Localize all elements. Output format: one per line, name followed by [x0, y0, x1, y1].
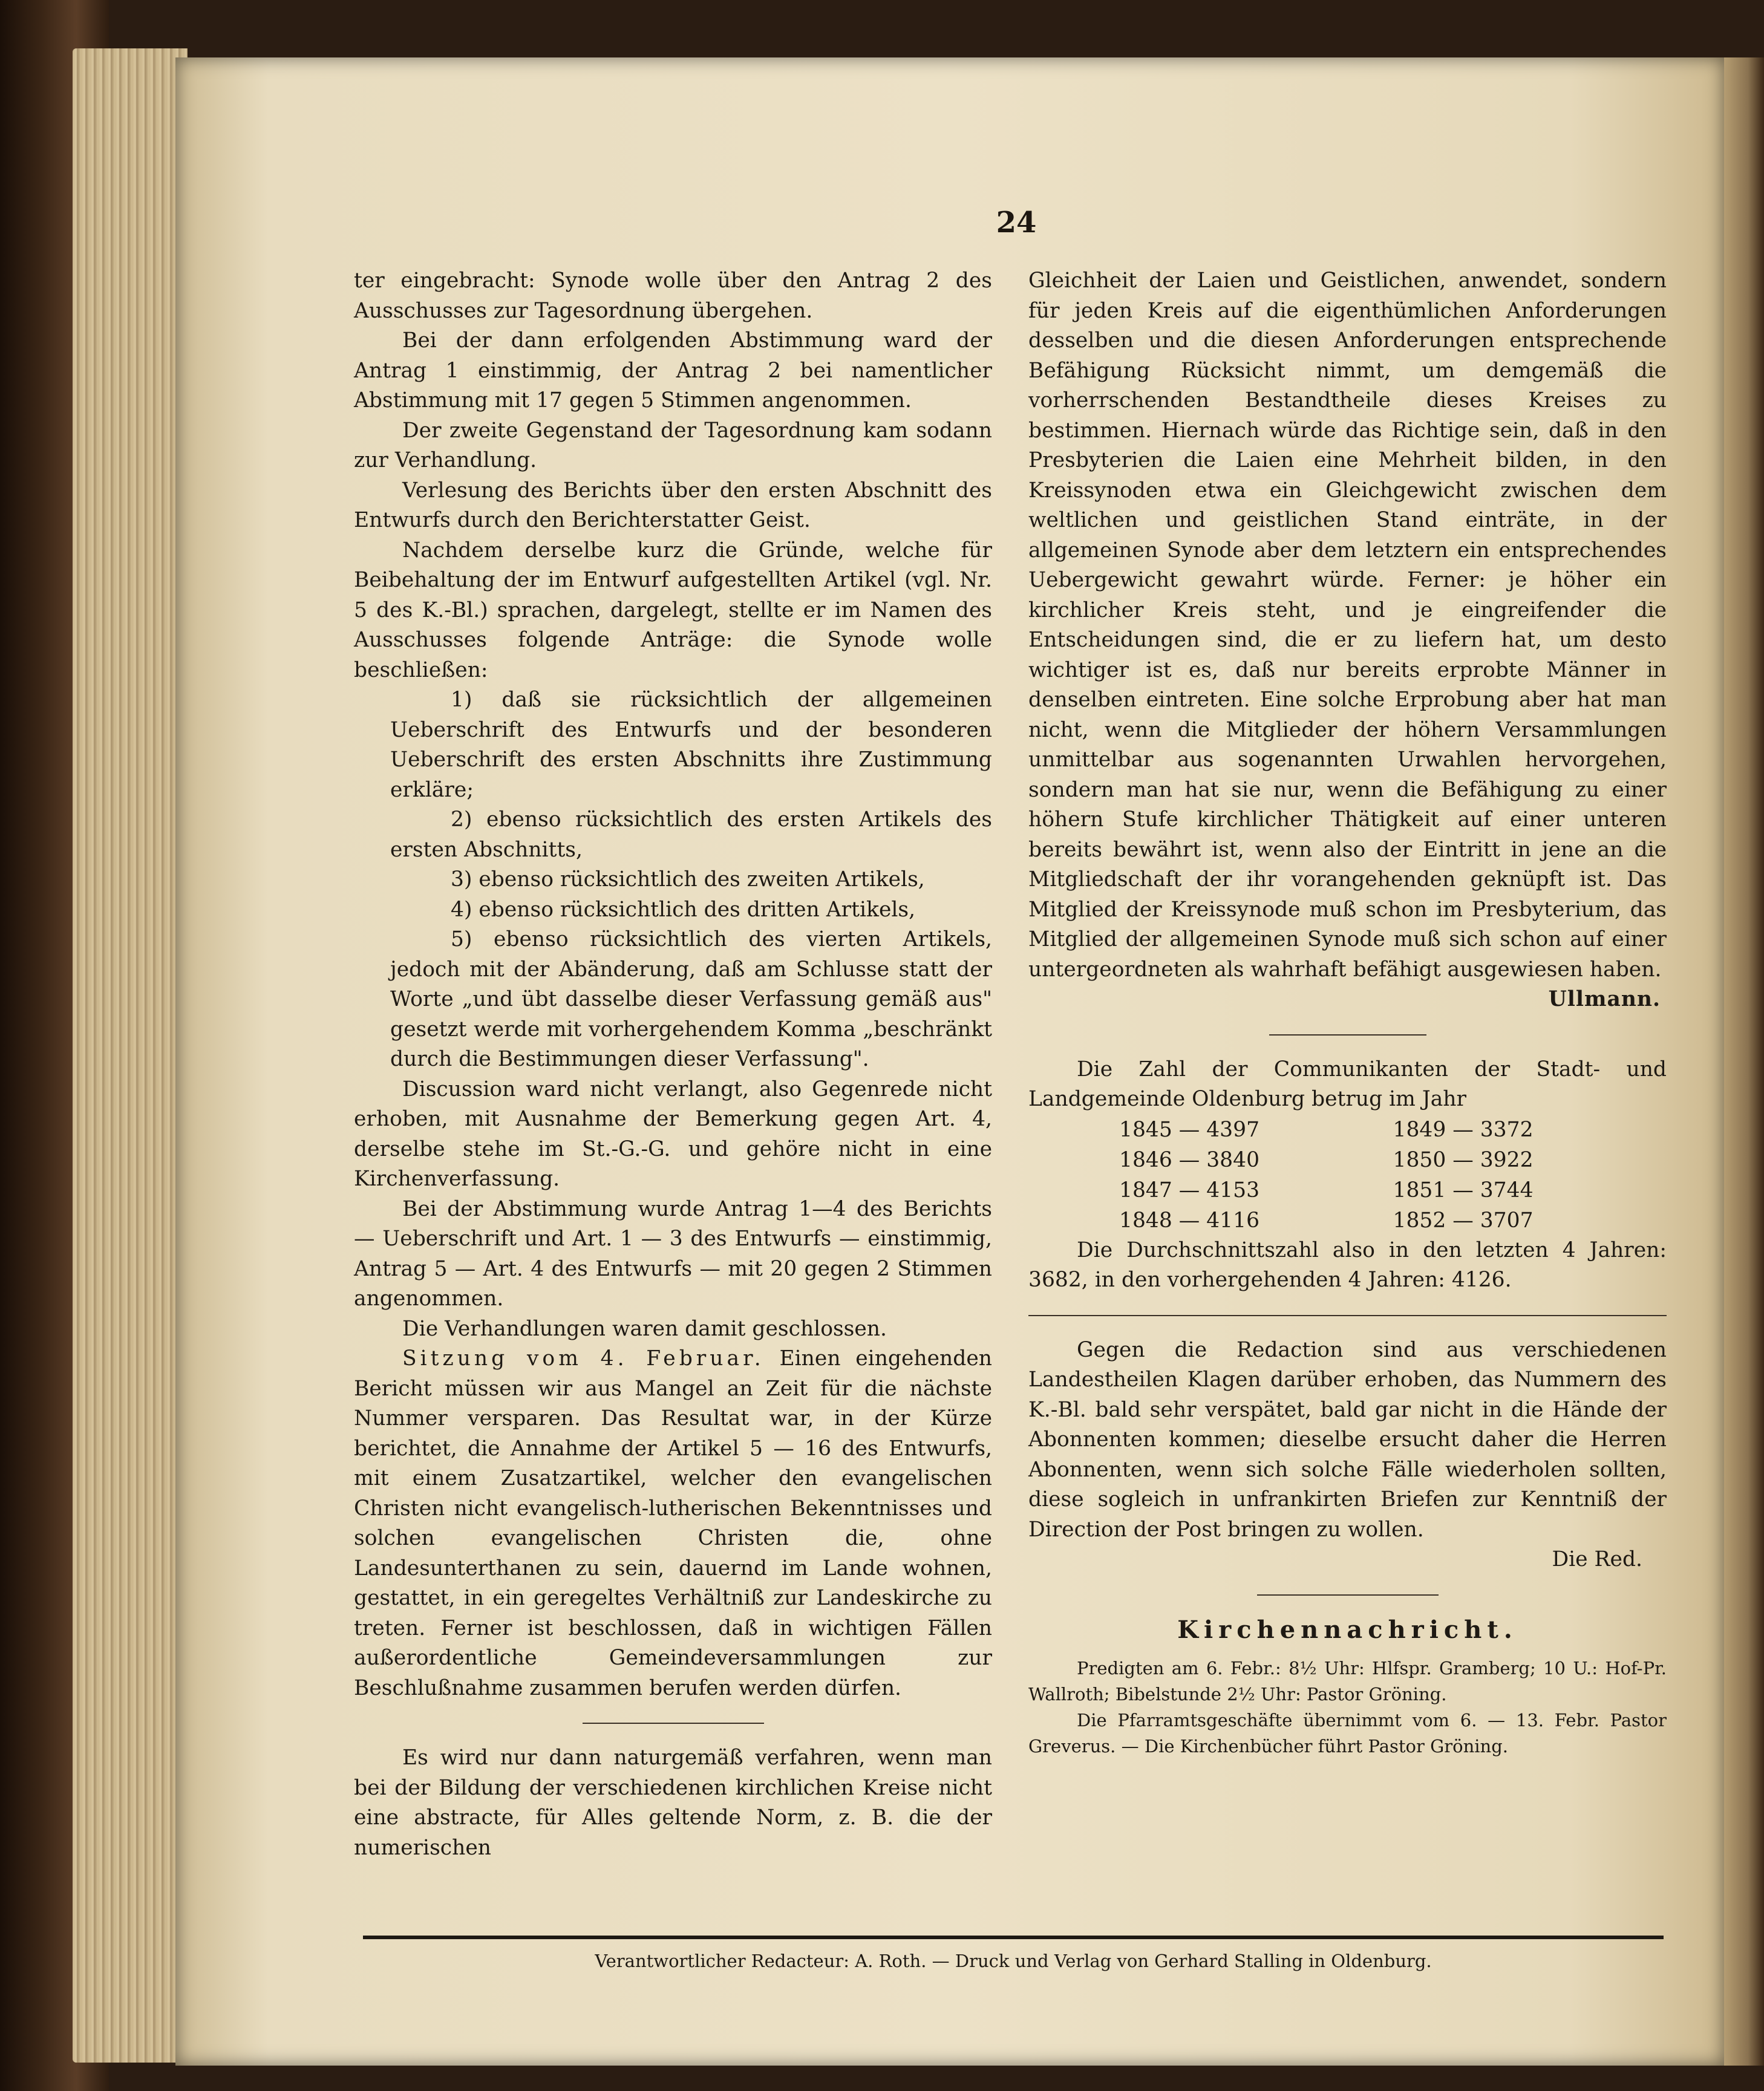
session-report: Einen eingehenden Bericht müssen wir aus Mangel an Zeit für die nächste Nummer versparen. Das Resultat war, in der Kürze berichtet, die Annahme der Artikel 5 — 16 des Entwurfs, mit einem Zusatzartikel, welcher den evangelischen Christen nicht evangelisch-lutherischen Bekenntnisses und solchen evangelischen Christen die, ohne Landesunterthanen zu sein, dauernd im Lande wohnen, gestattet, in ein geregeltes Verhältniß zur Landeskirche zu treten. Ferner ist beschlossen, daß in wichtigen Fällen außerordentliche Gemeindeversammlungen zur Beschlußnahme zusammen berufen werden dürfen. [354, 1346, 992, 1700]
session-date-lead: Sitzung vom 4. Februar. [402, 1346, 765, 1371]
paragraph: Die Durchschnittszahl also in den letzten 4 Jahren: 3682, in den vorhergehenden 4 Jahren: 4126. [1028, 1238, 1667, 1292]
paragraph: Gleichheit der Laien und Geistlichen, anwendet, sondern für jeden Kreis auf die eigenthümlichen Anforderungen desselben und die diesen Anforderungen entsprechende Befähigung Rücksicht nimmt, um demgemäß die vorherrschenden Bestandtheile dieses Kreises zu bestimmen. Hiernach würde das Richtige sein, daß in den Presbyterien die Laien eine Mehrheit bilden, in den Kreissynoden etwa ein Gleichgewicht zwischen dem weltlichen und geistlichen Stand einträte, in der allgemeinen Synode aber dem letztern ein entsprechendes Uebergewicht gewahrt würde. Ferner: je höher ein kirchlicher Kreis steht, und je eingreifender die Entscheidungen sind, die er zu liefern hat, um desto wichtiger ist es, daß nur bereits erprobte Männer in denselben eintreten. Eine solche Erprobung aber hat man nicht, wenn die Mitglieder der höhern Versammlungen unmittelbar aus sogenannten Urwahlen hervorgehen, sondern man hat sie nur, wenn die Befähigung zu einer höhern Stufe kirchlicher Thätigkeit auf einer unteren bereits bewährt ist, wenn also der Eintritt in jene an die Mitgliedschaft der ihr vorangehenden geknüpft ist. Das Mitglied der Kreissynode muß schon im Presbyterium, das Mitglied der allgemeinen Synode muß sich schon auf einer untergeordneten als wahrhaft befähigt ausgewiesen haben. [1028, 269, 1667, 982]
paragraph: Es wird nur dann naturgemäß verfahren, wenn man bei der Bildung der verschiedenen kirchlichen Kreise nicht eine abstracte, für Alles geltende Norm, z. B. die der numerischen [354, 1746, 992, 1860]
right-column [1028, 266, 1667, 1760]
page-edges [73, 48, 188, 2063]
year-count: 1847 — 4153 [1119, 1178, 1260, 1202]
signature: Die Red. [1552, 1547, 1642, 1571]
year-count: 1845 — 4397 [1119, 1117, 1260, 1142]
paragraph: ter eingebracht: Synode wolle über den Antrag 2 des Ausschusses zur Tagesordnung übergehen. [354, 269, 992, 323]
paragraph [354, 1344, 992, 1703]
paragraph: Discussion ward nicht verlangt, also Gegenrede nicht erhoben, mit Ausnahme der Bemerkung gegen Art. 4, derselbe stehe im St.-G.-G. und gehöre nicht in eine Kirchenverfassung. [354, 1077, 992, 1191]
separator-rule [583, 1723, 764, 1724]
list-item: 3) ebenso rücksichtlich des zweiten Artikels, [451, 867, 925, 892]
paragraph: Nachdem derselbe kurz die Gründe, welche für Beibehaltung der im Entwurf aufgestellten Artikel (vgl. Nr. 5 des K.-Bl.) sprachen, dargelegt, stellte er im Namen des Ausschusses folgende Anträge: die Synode wolle beschließen: [354, 538, 992, 682]
paragraph: Bei der Abstimmung wurde Antrag 1—4 des Berichts — Ueberschrift und Art. 1 — 3 des Entwurfs — einstimmig, Antrag 5 — Art. 4 des Entwurfs — mit 20 gegen 2 Stimmen angenommen. [354, 1196, 992, 1311]
list-item: 2) ebenso rücksichtlich des ersten Artikels des ersten Abschnitts, [390, 807, 992, 862]
separator-rule [1269, 1034, 1426, 1036]
paragraph: Verlesung des Berichts über den ersten Abschnitt des Entwurfs durch den Berichterstatter Geist. [354, 478, 992, 532]
communicant-table [1028, 1115, 1667, 1236]
footer-rule [363, 1936, 1664, 1939]
paragraph: Die Verhandlungen waren damit geschlossen. [402, 1316, 887, 1341]
separator-rule [1257, 1594, 1439, 1596]
list-item: 4) ebenso rücksichtlich des dritten Artikels, [451, 897, 916, 922]
signature: Ullmann. [1548, 987, 1661, 1011]
paragraph: Bei der dann erfolgenden Abstimmung ward der Antrag 1 einstimmig, der Antrag 2 bei namentlicher Abstimmung mit 17 gegen 5 Stimmen angenommen. [354, 328, 992, 413]
imprint-footer: Verantwortlicher Redacteur: A. Roth. — Druck und Verlag von Gerhard Stalling in Oldenburg. [595, 1951, 1432, 1971]
paragraph: Die Zahl der Communikanten der Stadt- und Landgemeinde Oldenburg betrug im Jahr [1028, 1057, 1667, 1111]
year-count: 1850 — 3922 [1393, 1147, 1534, 1172]
paragraph: Der zweite Gegenstand der Tagesordnung kam sodann zur Verhandlung. [354, 418, 992, 472]
section-heading: Kirchennachricht. [1177, 1615, 1518, 1644]
year-count: 1846 — 3840 [1119, 1147, 1260, 1172]
year-count: 1851 — 3744 [1393, 1178, 1534, 1202]
left-column [354, 266, 992, 1863]
year-count: 1848 — 4116 [1119, 1208, 1260, 1233]
year-count: 1852 — 3707 [1393, 1208, 1534, 1233]
page-number: 24 [996, 206, 1037, 240]
paragraph: Gegen die Redaction sind aus verschiedenen Landestheilen Klagen darüber erhoben, das Nummern des K.-Bl. bald sehr verspätet, bald gar nicht in die Hände der Abonnenten kommen; dieselbe ersucht daher die Herren Abonnenten, wenn sich solche Fälle wiederholen sollten, diese sogleich in unfrankirten Briefen zur Kenntniß der Direction der Post bringen zu wollen. [1028, 1337, 1667, 1542]
separator-rule [1028, 1315, 1667, 1316]
list-item: 1) daß sie rücksichtlich der allgemeinen Ueberschrift des Entwurfs und der besonderen Ueberschrift des ersten Abschnitts ihre Zustimmung erkläre; [390, 688, 992, 802]
notice: Predigten am 6. Febr.: 8½ Uhr: Hlfspr. Gramberg; 10 U.: Hof-Pr. Wallroth; Bibelstunde 2½ Uhr: Pastor Gröning. [1028, 1658, 1667, 1704]
notice: Die Pfarramtsgeschäfte übernimmt vom 6. — 13. Febr. Pastor Greverus. — Die Kirchenbücher führt Pastor Gröning. [1028, 1710, 1667, 1757]
page-right-edge [1724, 57, 1764, 2066]
year-count: 1849 — 3372 [1393, 1117, 1534, 1142]
list-item: 5) ebenso rücksichtlich des vierten Artikels, jedoch mit der Abänderung, daß am Schlusse statt der Worte „und übt dasselbe dieser Verfassung gemäß aus" gesetzt werde mit vorhergehendem Komma „beschränkt durch die Bestimmungen dieser Verfassung". [390, 927, 992, 1071]
